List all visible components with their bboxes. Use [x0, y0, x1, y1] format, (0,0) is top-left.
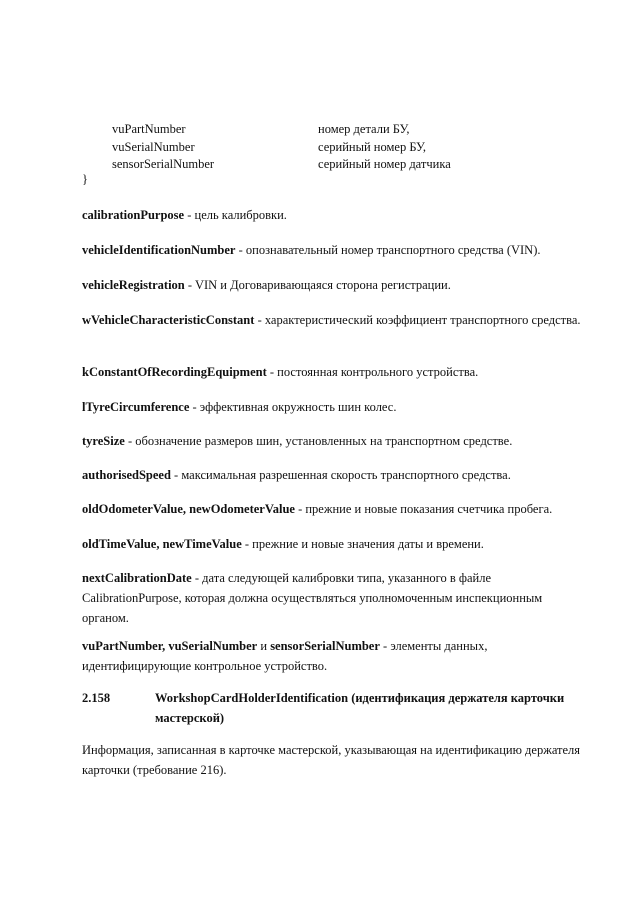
definition-term: oldTimeValue, newTimeValue — [82, 537, 242, 551]
section-number: 2.158 — [82, 691, 111, 705]
definition-text: - максимальная разрешенная скорость транспортного средства. — [170, 468, 511, 482]
definition-text: - прежние и новые значения даты и времени. — [241, 537, 484, 551]
definition-term: tyreSize — [82, 434, 125, 448]
definition-odometer-values — [82, 499, 582, 519]
struct-field-name: vuPartNumber — [112, 122, 186, 136]
definition-text: - постоянная контрольного устройства. — [266, 365, 479, 379]
definition-tyre-size — [82, 431, 582, 451]
definition-text: - эффективная окружность шин колес. — [189, 400, 397, 414]
definition-text: - прежние и новые показания счетчика пробега. — [294, 502, 553, 516]
struct-field-name: sensorSerialNumber — [112, 157, 215, 171]
definition-vehicle-identification-number — [82, 240, 582, 260]
definition-term: vehicleIdentificationNumber — [82, 243, 236, 257]
section-body: Информация, записанная в карточке мастерской, указывающая на идентификацию держателя карточки (требование 216). — [82, 743, 581, 777]
definition-term: wVehicleCharacteristicConstant — [82, 313, 255, 327]
definition-time-values — [82, 534, 582, 554]
definition-text: - цель калибровки. — [184, 208, 287, 222]
definition-l-tyre-circumference — [82, 397, 582, 417]
definition-text: - обозначение размеров шин, установленных на транспортном средстве. — [124, 434, 513, 448]
definition-term: calibrationPurpose — [82, 208, 185, 222]
definition-vu-identifiers — [82, 636, 582, 676]
definition-text: - опознавательный номер транспортного средства (VIN). — [235, 243, 541, 257]
definition-authorised-speed — [82, 465, 582, 485]
definition-term: oldOdometerValue, newOdometerValue — [82, 502, 295, 516]
definition-term: sensorSerialNumber — [270, 639, 380, 653]
definition-term: authorisedSpeed — [82, 468, 171, 482]
struct-field-name: vuSerialNumber — [112, 140, 195, 154]
definition-text: - элементы данных, идентифицирующие контрольное устройство. — [82, 639, 488, 673]
struct-field-desc: номер детали БУ, — [318, 122, 410, 136]
definition-conjunction: и — [257, 639, 271, 653]
struct-field-desc: серийный номер БУ, — [318, 140, 426, 154]
definition-term: kConstantOfRecordingEquipment — [82, 365, 267, 379]
definition-text: - VIN и Договаривающаяся сторона регистрации. — [184, 278, 451, 292]
definition-term: vuPartNumber, vuSerialNumber — [82, 639, 258, 653]
definition-term: vehicleRegistration — [82, 278, 185, 292]
definition-term: nextCalibrationDate — [82, 571, 192, 585]
definition-text: - дата следующей калибровки типа, указанного в файле CalibrationPurpose, которая должна осуществляться уполномоченным инспекционным органом. — [82, 571, 543, 625]
definition-w-vehicle-characteristic-constant — [82, 310, 582, 330]
definition-term: lTyreCircumference — [82, 400, 190, 414]
closing-brace: } — [82, 172, 88, 186]
definition-text: - характеристический коэффициент транспортного средства. — [254, 313, 581, 327]
definition-calibration-purpose — [82, 205, 582, 225]
definition-vehicle-registration — [82, 275, 582, 295]
struct-field-desc: серийный номер датчика — [318, 157, 451, 171]
definition-k-constant — [82, 362, 582, 382]
section-title: WorkshopCardHolderIdentification (идентификация держателя карточки мастерской) — [155, 691, 565, 725]
definition-next-calibration-date — [82, 568, 582, 628]
